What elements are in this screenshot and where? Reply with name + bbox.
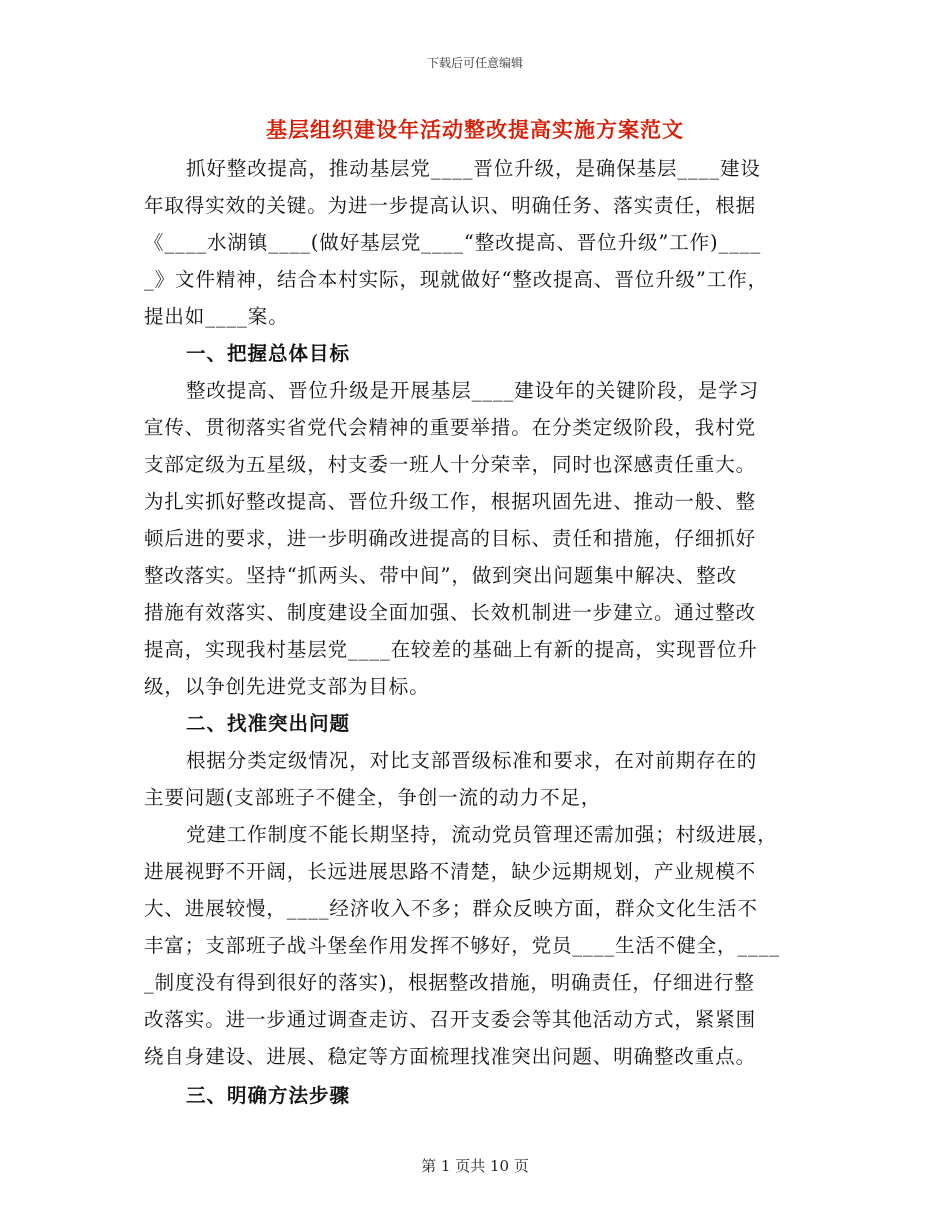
paragraph-line: 措施有效落实、制度建设全面加强、长效机制进一步建立。通过整改 (144, 601, 757, 624)
paragraph-line: 根据分类定级情况，对比支部晋级标准和要求，在对前期存在的 (186, 749, 758, 772)
page-number: 第 1 页共 10 页 (421, 1157, 529, 1175)
paragraph-line: 为扎实抓好整改提高、晋位升级工作，根据巩固先进、推动一般、整 (144, 490, 757, 513)
paragraph-line: 丰富；支部班子战斗堡垒作用发挥不够好，党员____生活不健全，____ (144, 934, 781, 957)
paragraph-line: 党建工作制度不能长期坚持，流动党员管理还需加强；村级进展， (186, 823, 778, 846)
header-note: 下载后可任意编辑 (426, 56, 523, 70)
paragraph-line: 进展视野不开阔，长远进展思路不清楚，缺少远期规划，产业规模不 (144, 860, 757, 883)
paragraph-line: 年取得实效的关键。为进一步提高认识、明确任务、落实责任，根据 (144, 194, 757, 217)
section-heading: 二、找准突出问题 (186, 712, 351, 735)
paragraph-line: _制度没有得到很好的落实)，根据整改措施，明确责任，仔细进行整 (144, 971, 755, 994)
paragraph-line: 整改落实。坚持“抓两头、带中间”，做到突出问题集中解决、整改 (144, 564, 737, 587)
paragraph-line: 整改提高、晋位升级是开展基层____建设年的关键阶段，是学习 (186, 379, 760, 402)
section-heading: 一、把握总体目标 (186, 342, 351, 365)
paragraph-line: 提高，实现我村基层党____在较差的基础上有新的提高，实现晋位升 (144, 638, 758, 661)
paragraph-line: 提出如____案。 (144, 305, 289, 328)
paragraph-line: 大、进展较慢，____经济收入不多；群众反映方面，群众文化生活不 (144, 897, 758, 920)
paragraph-line: 顿后进的要求，进一步明确改进提高的目标、责任和措施，仔细抓好 (144, 527, 757, 550)
document-title: 基层组织建设年活动整改提高实施方案范文 (266, 118, 684, 142)
section-heading: 三、明确方法步骤 (186, 1084, 351, 1107)
paragraph-line: 级，以争创先进党支部为目标。 (144, 675, 430, 698)
paragraph-line: 抓好整改提高，推动基层党____晋位升级，是确保基层____建设 (186, 157, 761, 180)
paragraph-line: 改落实。进一步通过调查走访、召开支委会等其他活动方式，紧紧围 (144, 1008, 757, 1031)
paragraph-line: 《____水湖镇____(做好基层党____“整改提高、晋位升级”工作)____ (144, 231, 762, 254)
paragraph-line: _》文件精神，结合本村实际，现就做好“整改提高、晋位升级”工作， (144, 268, 768, 291)
paragraph-line: 宣传、贯彻落实省党代会精神的重要举措。在分类定级阶段，我村党 (144, 416, 757, 439)
paragraph-line: 绕自身建设、进展、稳定等方面梳理找准突出问题、明确整改重点。 (144, 1045, 757, 1068)
paragraph-line: 主要问题(支部班子不健全，争创一流的动力不足， (144, 786, 602, 809)
paragraph-line: 支部定级为五星级，村支委一班人十分荣幸，同时也深感责任重大。 (144, 453, 757, 476)
